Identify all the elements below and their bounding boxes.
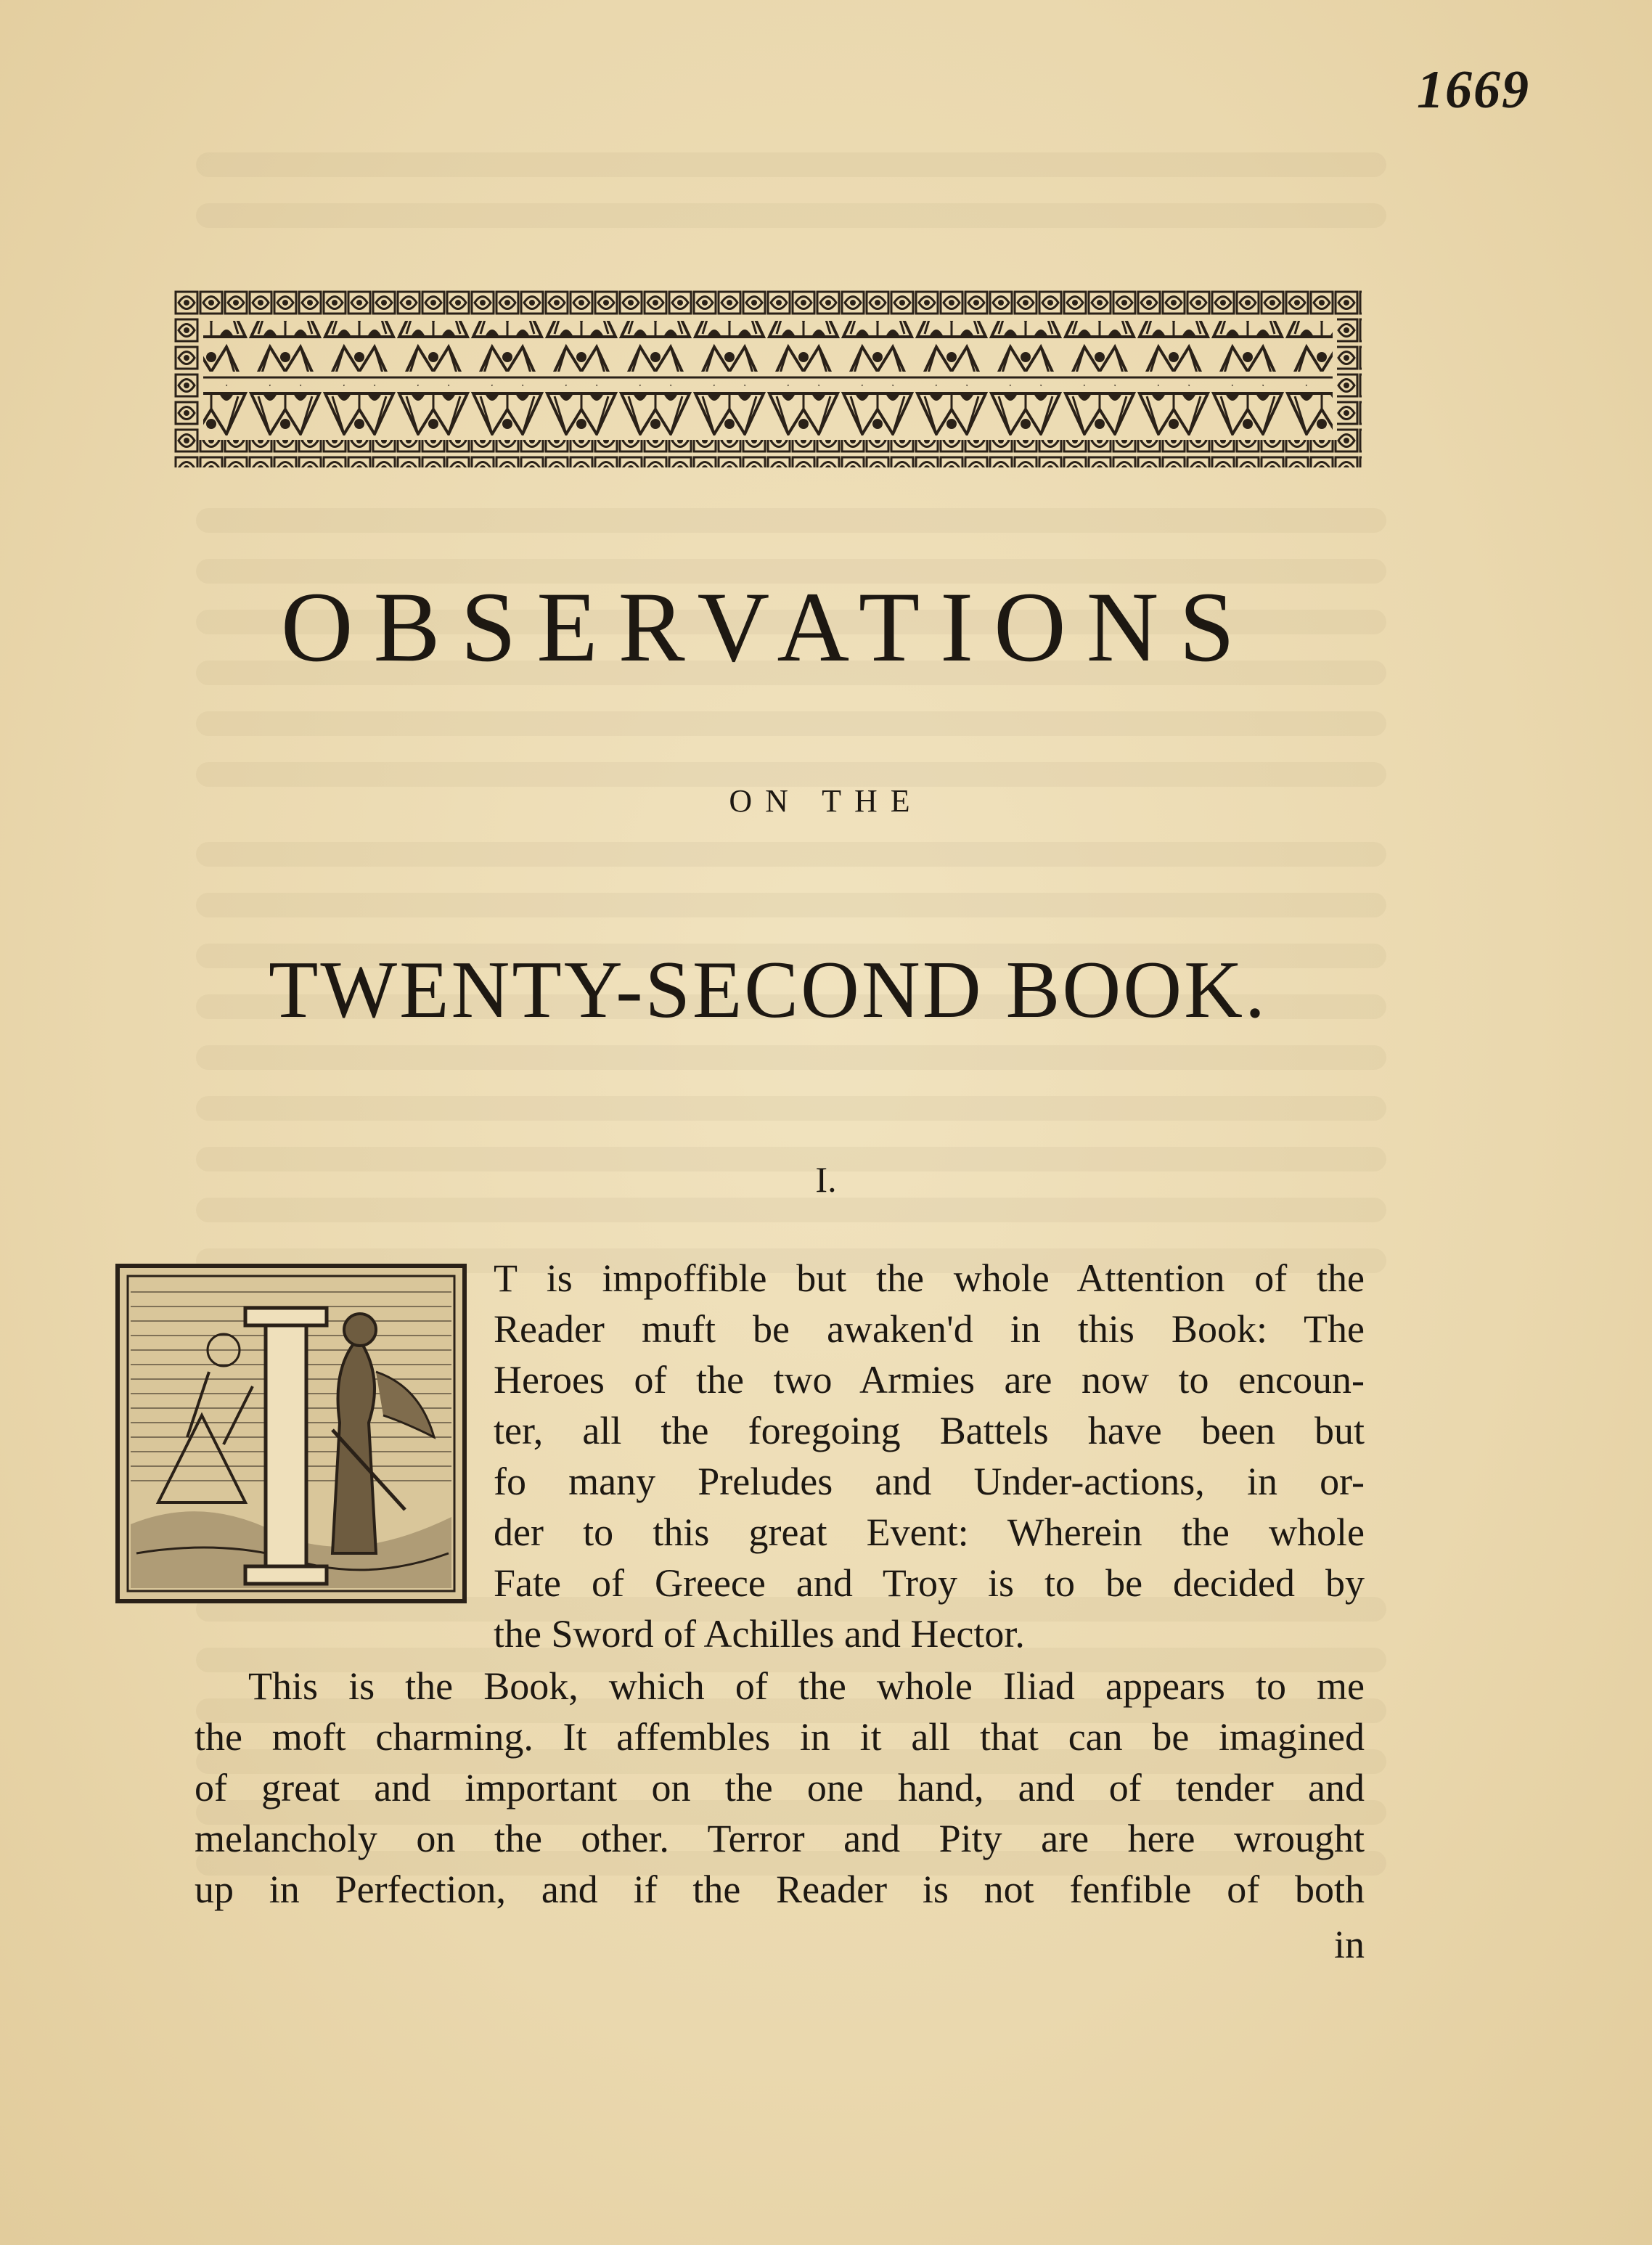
page-number: 1669 xyxy=(1417,60,1530,120)
paragraph-2-line-2: the moft charming. It affembles in it all that can be imagined xyxy=(195,1715,1365,1759)
title-on-the: ON THE xyxy=(729,783,923,819)
catchword: in xyxy=(1333,1923,1365,1966)
paragraph-1-line-8: the Sword of Achilles and Hector. xyxy=(494,1612,1025,1656)
paragraph-1-line-7: Fate of Greece and Troy is to be decided by xyxy=(494,1561,1365,1605)
title-observations: OBSERVATIONS xyxy=(280,571,1256,682)
engraved-drop-cap-illustration xyxy=(115,1263,467,1604)
paragraph-1 xyxy=(494,1253,1365,1659)
paragraph-1-line-3: Heroes of the two Armies are now to encoun- xyxy=(494,1358,1365,1402)
paragraph-1-line-4: ter, all the foregoing Battels have been but xyxy=(494,1409,1365,1452)
paragraph-2-line-3: of great and important on the one hand, and of tender and xyxy=(195,1766,1365,1810)
paragraph-1-line-5: fo many Preludes and Under-actions, in or- xyxy=(494,1460,1365,1503)
paragraph-1-line-6: der to this great Event: Wherein the whole xyxy=(494,1510,1365,1554)
decorative-headpiece-ornament xyxy=(174,289,1362,467)
section-number: I. xyxy=(815,1159,837,1200)
paragraph-2-line-4: melancholy on the other. Terror and Pity are here wrought xyxy=(195,1817,1365,1860)
paragraph-1-line-1: T is impoffible but the whole Attention of the xyxy=(494,1256,1365,1300)
paragraph-1-line-2: Reader muft be awaken'd in this Book: The xyxy=(494,1307,1365,1351)
paragraph-2 xyxy=(195,1661,1365,1915)
paragraph-2-line-5: up in Perfection, and if the Reader is not fenfible of both xyxy=(195,1868,1365,1911)
paragraph-2-line-1: This is the Book, which of the whole Iliad appears to me xyxy=(248,1664,1365,1708)
title-twenty-second-book: TWENTY-SECOND BOOK. xyxy=(268,945,1267,1035)
